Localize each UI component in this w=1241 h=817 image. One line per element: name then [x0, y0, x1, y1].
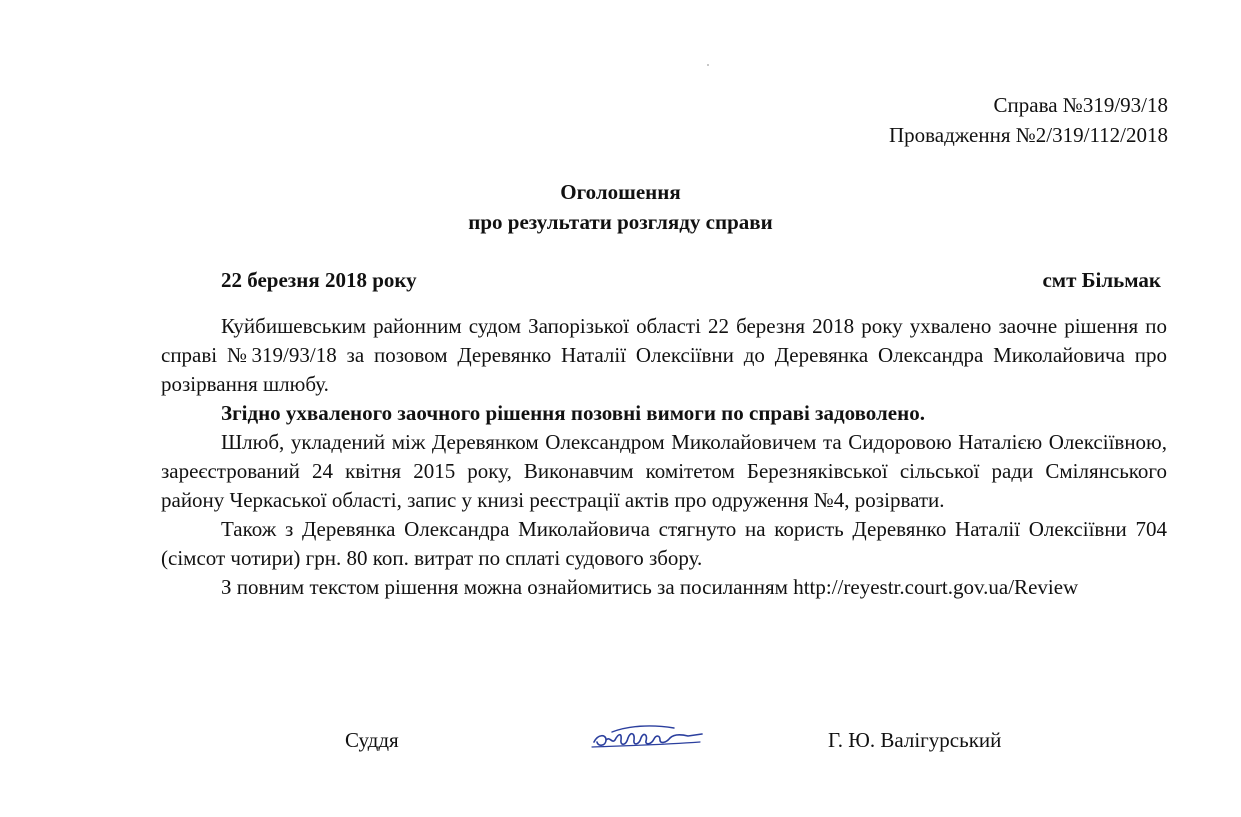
announcement-body: [161, 312, 1167, 602]
document-place: смт Більмак: [1042, 268, 1161, 292]
paragraph-full-text-link: З повним текстом рішення можна ознайомитись за посиланням http://reyestr.court.gov.ua/Review: [221, 575, 1079, 599]
paragraph-claims-satisfied: Згідно ухваленого заочного рішення позовні вимоги по справі задоволено.: [221, 401, 925, 425]
paragraph-marriage-dissolved: Шлюб, укладений між Деревянком Олександром Миколайовичем та Сидоровою Наталією Олексіївною, зареєстрований 24 квітня 2015 року, Виконавчим комітетом Березняківської сільської ради Смілянського району Черкаської області, запис у книзі реєстрації актів про одруження №4, розірвати.: [161, 430, 1167, 512]
date-place-row: [221, 266, 1161, 294]
title-line-1: Оголошення: [560, 180, 681, 204]
title-line-2: про результати розгляду справи: [468, 210, 773, 234]
judge-name: Г. Ю. Валігурський: [828, 728, 1002, 752]
signature-row: [0, 726, 1241, 756]
document-date: 22 березня 2018 року: [221, 268, 417, 292]
paragraph-court-fee: Також з Деревянка Олександра Миколайовича стягнуто на користь Деревянко Наталії Олексіївни 704 (сімсот чотири) грн. 80 коп. витрат по сплаті судового збору.: [161, 517, 1167, 570]
paragraph-decision: Куйбишевським районним судом Запорізької області 22 березня 2018 року ухвалено заочне рішення по справі №319/93/18 за позовом Деревянко Наталії Олексіївни до Деревянка Олександра Миколайовича про розірвання шлюбу.: [161, 314, 1167, 396]
document-title: [0, 177, 1241, 237]
handwritten-signature: [588, 720, 708, 754]
scan-speck: [707, 64, 709, 66]
case-reference-block: [889, 90, 1168, 150]
proceeding-number: Провадження №2/319/112/2018: [888, 123, 1168, 147]
judge-label: Суддя: [345, 728, 399, 752]
case-number: Справа №319/93/18: [993, 93, 1168, 117]
